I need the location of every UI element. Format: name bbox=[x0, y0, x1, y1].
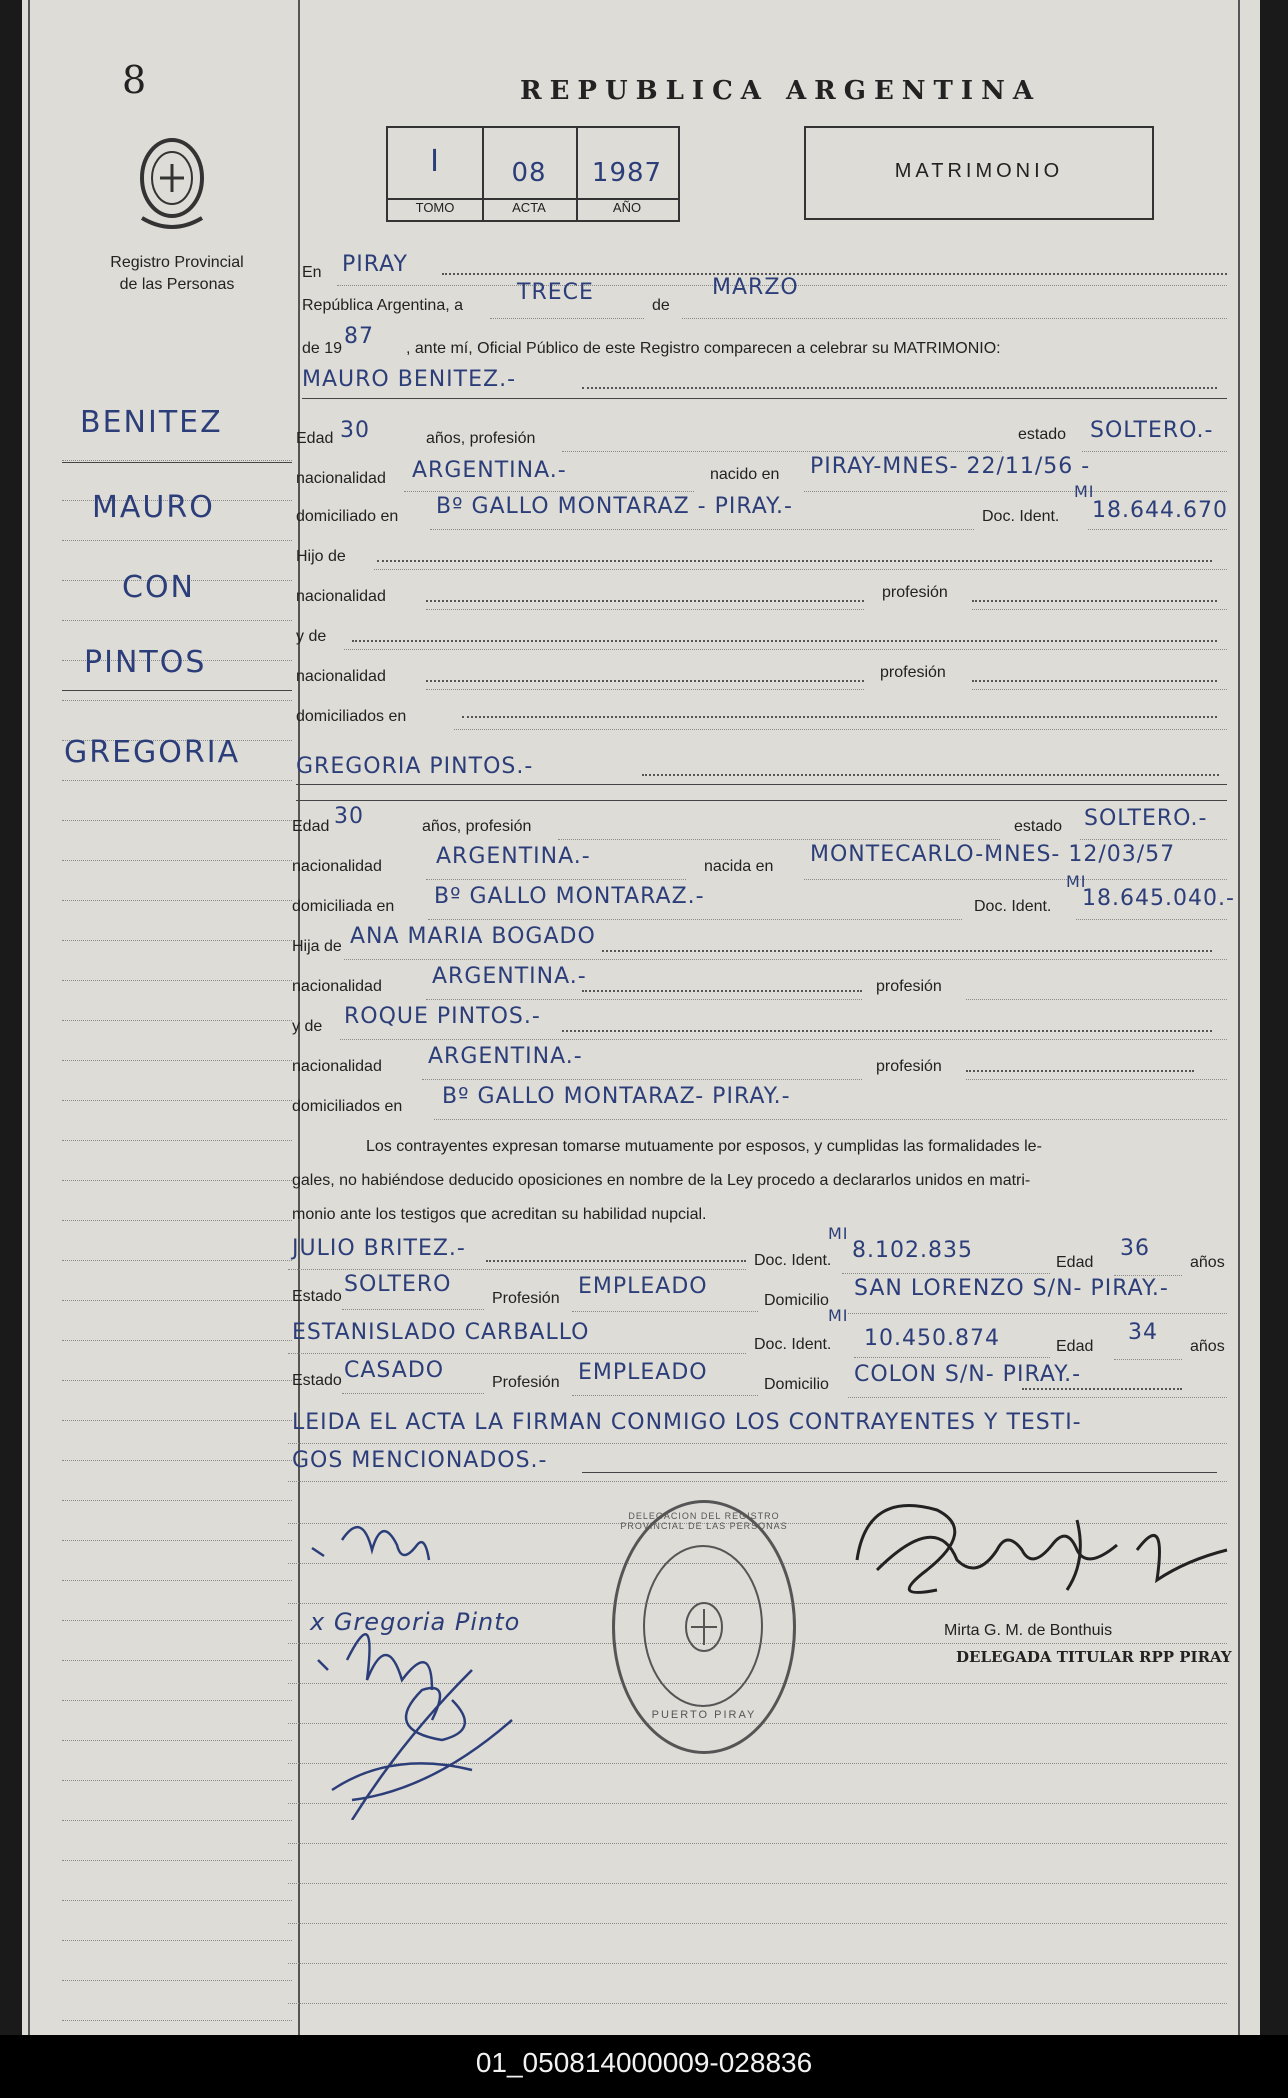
bride-signature: x Gregoria Pinto bbox=[310, 1608, 521, 1636]
groom-profesion-line bbox=[562, 451, 1002, 452]
bride-mother-lead bbox=[602, 950, 1212, 952]
margin-rule-31 bbox=[62, 1700, 292, 1701]
ano-label: AÑO bbox=[576, 198, 678, 215]
witness2-address: COLON S/N- PIRAY.- bbox=[854, 1362, 1082, 1387]
groom-nacionalidad-label: nacionalidad bbox=[296, 470, 386, 487]
closing-line2-solid bbox=[582, 1472, 1217, 1473]
republica-label: República Argentina, a bbox=[302, 297, 463, 314]
bride-nacionalidad-label: nacionalidad bbox=[292, 858, 382, 875]
groom-nationality: ARGENTINA.- bbox=[412, 458, 567, 483]
groom-address: Bº GALLO MONTARAZ - PIRAY.- bbox=[436, 494, 793, 519]
margin-rule-13 bbox=[62, 980, 292, 981]
margin-rule-0 bbox=[62, 460, 292, 461]
margin-rule-27 bbox=[62, 1540, 292, 1541]
bride-profesion-label: años, profesión bbox=[422, 818, 532, 835]
witness2-doc-line bbox=[854, 1357, 1050, 1358]
record-box bbox=[386, 126, 680, 222]
margin-rule-32 bbox=[62, 1740, 292, 1741]
groom-parents-dom-line bbox=[454, 729, 1227, 730]
bride-nat-line bbox=[426, 879, 686, 880]
bride-age: 30 bbox=[334, 804, 364, 829]
margin-rule-24 bbox=[62, 1420, 292, 1421]
sign-rule-11 bbox=[288, 1963, 1227, 1964]
bride-name-line bbox=[296, 784, 1227, 785]
margin-rule-17 bbox=[62, 1140, 292, 1141]
groom-mother-nat-line bbox=[426, 689, 864, 690]
groom-nacido-label: nacido en bbox=[710, 466, 780, 483]
groom-father-nat-label: nacionalidad bbox=[296, 588, 386, 605]
closing-line2-rule bbox=[288, 1481, 1227, 1482]
bride-mother-prof-line bbox=[966, 999, 1227, 1000]
groom-estado-line bbox=[1082, 451, 1227, 452]
page-number: 8 bbox=[122, 58, 147, 102]
groom-born: PIRAY-MNES- 22/11/56 - bbox=[810, 454, 1091, 479]
officer-title: DELEGADA TITULAR RPP PIRAY bbox=[956, 1648, 1232, 1666]
margin-rule-39 bbox=[62, 2020, 292, 2021]
bride-father-nat-line bbox=[422, 1079, 862, 1080]
witness1-prof-label: Profesión bbox=[492, 1290, 560, 1307]
margin-rule-33 bbox=[62, 1780, 292, 1781]
witness2-name-line bbox=[288, 1353, 746, 1354]
groom-mother-lead bbox=[352, 640, 1217, 642]
seal-text: DELEGACION DEL REGISTRO PROVINCIAL DE LAS PERSONAS bbox=[620, 1511, 788, 1531]
acta-cell bbox=[482, 128, 578, 220]
margin-rule-25 bbox=[62, 1460, 292, 1461]
groom-mother-line bbox=[344, 649, 1227, 650]
margin-rule-2 bbox=[62, 540, 292, 541]
margin-rule-11 bbox=[62, 900, 292, 901]
bride-father: ROQUE PINTOS.- bbox=[344, 1004, 541, 1029]
sign-rule-10 bbox=[288, 1923, 1227, 1924]
ano-value: 1987 bbox=[591, 158, 663, 188]
groom-mother-prof-label: profesión bbox=[880, 664, 946, 681]
margin-rule-30 bbox=[62, 1660, 292, 1661]
tomo-value: I bbox=[430, 144, 440, 179]
de-label: de bbox=[652, 297, 670, 314]
registry-line1: Registro Provincial bbox=[110, 254, 244, 271]
document-id: 01_050814000009-028836 bbox=[475, 2047, 813, 2078]
tomo-cell bbox=[388, 128, 484, 220]
groom-doc-label: Doc. Ident. bbox=[982, 508, 1060, 525]
groom-doc-line bbox=[1088, 529, 1227, 530]
bride-parents-dom-line bbox=[434, 1119, 1227, 1120]
footer-bar bbox=[0, 2035, 1288, 2098]
witness2-anos-label: años bbox=[1190, 1338, 1225, 1355]
registry-line2: de las Personas bbox=[119, 276, 235, 293]
witness1-doc-label: Doc. Ident. bbox=[754, 1252, 832, 1269]
groom-yde-label: y de bbox=[296, 628, 327, 645]
side-bride-firstname: GREGORIA bbox=[64, 735, 241, 770]
bride-estado: SOLTERO.- bbox=[1084, 806, 1208, 831]
officer-name: Mirta G. M. de Bonthuis bbox=[944, 1622, 1113, 1639]
groom-nat-line bbox=[404, 491, 694, 492]
margin-rule-28 bbox=[62, 1580, 292, 1581]
place-value: PIRAY bbox=[342, 252, 408, 277]
groom-father-nat-line bbox=[426, 609, 864, 610]
page-edge-left bbox=[28, 0, 30, 2035]
sign-rule-9 bbox=[288, 1883, 1227, 1884]
declaration-line2: gales, no habiéndose deducido oposiciones en nombre de la Ley procedo a declararlos unidos en matri- bbox=[292, 1172, 1031, 1189]
bride-nacida-label: nacida en bbox=[704, 858, 774, 875]
margin-rule-10 bbox=[62, 860, 292, 861]
margin-rule-38 bbox=[62, 1980, 292, 1981]
witness1-edad-label: Edad bbox=[1056, 1254, 1094, 1271]
registry-name bbox=[82, 252, 272, 296]
officer-signature bbox=[837, 1490, 1257, 1630]
bride-father-prof-label: profesión bbox=[876, 1058, 942, 1075]
bride-father-nat: ARGENTINA.- bbox=[428, 1044, 583, 1069]
groom-mother-prof-line bbox=[972, 689, 1227, 690]
witness2-age: 34 bbox=[1128, 1320, 1158, 1345]
margin-underline-0 bbox=[62, 462, 292, 463]
groom-edad-label: Edad bbox=[296, 430, 334, 447]
margin-rule-4 bbox=[62, 620, 292, 621]
bride-estado-line bbox=[1080, 839, 1227, 840]
de19-label: de 19 bbox=[302, 340, 343, 357]
witness1-profession: EMPLEADO bbox=[578, 1274, 708, 1299]
witness2-estado-line bbox=[342, 1393, 484, 1394]
bride-nationality: ARGENTINA.- bbox=[436, 844, 591, 869]
witness1-doc-type: MI bbox=[828, 1224, 849, 1243]
seal-emblem-icon bbox=[679, 1599, 729, 1655]
provincial-emblem-icon bbox=[132, 128, 212, 238]
margin-rule-14 bbox=[62, 1020, 292, 1021]
witness2-dom-line bbox=[848, 1397, 1227, 1398]
groom-age: 30 bbox=[340, 418, 370, 443]
acta-label: ACTA bbox=[482, 198, 576, 215]
groom-parents-dom-label: domiciliados en bbox=[296, 708, 407, 725]
bride-doc-label: Doc. Ident. bbox=[974, 898, 1052, 915]
bride-doc: 18.645.040.- bbox=[1082, 886, 1235, 911]
witness2-name: ESTANISLADO CARBALLO bbox=[292, 1320, 590, 1345]
side-con: CON bbox=[122, 570, 196, 605]
groom-hijo-label: Hijo de bbox=[296, 548, 346, 565]
declaration-line1: Los contrayentes expresan tomarse mutuamente por esposos, y cumplidas las formalidades le- bbox=[366, 1138, 1042, 1155]
groom-mother-prof-lead bbox=[972, 680, 1217, 682]
bride-doc-type: MI bbox=[1066, 872, 1087, 891]
bride-edad-label: Edad bbox=[292, 818, 330, 835]
bride-father-lead bbox=[562, 1030, 1212, 1032]
witness1-estado-label: Estado bbox=[292, 1288, 342, 1305]
witness1-doc-line bbox=[842, 1273, 1050, 1274]
ano-cell bbox=[576, 128, 678, 220]
bride-mother-nat-line bbox=[426, 999, 862, 1000]
witness2-doc-type: MI bbox=[828, 1306, 849, 1325]
country-title: REPUBLICA ARGENTINA bbox=[520, 76, 1042, 106]
witness1-dom-line bbox=[848, 1313, 1227, 1314]
margin-rule-15 bbox=[62, 1060, 292, 1061]
groom-father-line bbox=[374, 569, 1227, 570]
witness1-name: JULIO BRITEZ.- bbox=[292, 1236, 466, 1261]
margin-rule-12 bbox=[62, 940, 292, 941]
margin-rule-6 bbox=[62, 700, 292, 701]
groom-name-line bbox=[302, 398, 1227, 399]
bride-parents-dom-label: domiciliados en bbox=[292, 1098, 403, 1115]
closing-line1-rule bbox=[288, 1443, 1227, 1444]
witness1-age: 36 bbox=[1120, 1236, 1150, 1261]
witness2-estado: CASADO bbox=[344, 1358, 445, 1383]
witness2-age-line bbox=[1114, 1359, 1182, 1360]
bride-born: MONTECARLO-MNES- 12/03/57 bbox=[810, 842, 1176, 867]
margin-rule-21 bbox=[62, 1300, 292, 1301]
official-seal bbox=[612, 1500, 796, 1754]
bride-name-line-2 bbox=[296, 800, 1227, 801]
witness2-doc: 10.450.874 bbox=[864, 1326, 1000, 1351]
bride-name-lead bbox=[642, 774, 1219, 776]
witness2-edad-label: Edad bbox=[1056, 1338, 1094, 1355]
witness2-prof-line bbox=[572, 1395, 758, 1396]
bride-father-prof-line bbox=[966, 1079, 1227, 1080]
margin-rule-34 bbox=[62, 1820, 292, 1821]
day-line bbox=[490, 318, 644, 319]
bride-estado-label: estado bbox=[1014, 818, 1063, 835]
margin-rule-16 bbox=[62, 1100, 292, 1101]
bride-address-line bbox=[428, 919, 962, 920]
bride-mother: ANA MARIA BOGADO bbox=[350, 924, 596, 949]
margin-rule-36 bbox=[62, 1900, 292, 1901]
bride-father-prof-lead bbox=[966, 1070, 1194, 1072]
bride-name: GREGORIA PINTOS.- bbox=[296, 754, 534, 779]
margin-rule-22 bbox=[62, 1340, 292, 1341]
margin-rule-18 bbox=[62, 1180, 292, 1181]
witness1-dom-label: Domicilio bbox=[764, 1292, 829, 1309]
witness1-name-lead bbox=[486, 1260, 746, 1262]
groom-father-prof-lead bbox=[972, 600, 1217, 602]
page-edge-right bbox=[1238, 0, 1240, 2035]
bride-parents-address: Bº GALLO MONTARAZ- PIRAY.- bbox=[442, 1084, 791, 1109]
day-value: TRECE bbox=[517, 280, 594, 305]
document-page bbox=[22, 0, 1260, 2035]
margin-rule-20 bbox=[62, 1260, 292, 1261]
margin-rule-29 bbox=[62, 1620, 292, 1621]
ante-text: , ante mí, Oficial Público de este Registro comparecen a celebrar su MATRIMONIO: bbox=[406, 340, 1001, 357]
groom-mother-nat-lead bbox=[426, 680, 864, 682]
witness2-dom-lead bbox=[1022, 1388, 1182, 1390]
groom-name: MAURO BENITEZ.- bbox=[302, 367, 517, 392]
groom-domicilio-label: domiciliado en bbox=[296, 508, 399, 525]
groom-doc: 18.644.670 bbox=[1092, 498, 1228, 523]
bride-mother-nat-lead bbox=[582, 990, 862, 992]
groom-father-prof-label: profesión bbox=[882, 584, 948, 601]
groom-born-line bbox=[804, 491, 1227, 492]
month-line bbox=[682, 318, 1227, 319]
side-firstname: MAURO bbox=[92, 490, 215, 525]
closing-line2: GOS MENCIONADOS.- bbox=[292, 1448, 548, 1473]
record-type: MATRIMONIO bbox=[894, 160, 1064, 182]
year-value: 87 bbox=[344, 324, 374, 349]
groom-address-line bbox=[430, 529, 974, 530]
side-bride-surname: PINTOS bbox=[84, 645, 207, 680]
margin-rule-8 bbox=[62, 780, 292, 781]
bride-father-nat-label: nacionalidad bbox=[292, 1058, 382, 1075]
month-value: MARZO bbox=[712, 275, 799, 300]
bride-address: Bº GALLO MONTARAZ.- bbox=[434, 884, 705, 909]
margin-rule-23 bbox=[62, 1380, 292, 1381]
en-label: En bbox=[302, 264, 322, 281]
witness1-anos-label: años bbox=[1190, 1254, 1225, 1271]
margin-rule-37 bbox=[62, 1940, 292, 1941]
bride-domicilio-label: domiciliada en bbox=[292, 898, 395, 915]
witness1-estado: SOLTERO bbox=[344, 1272, 452, 1297]
witness2-dom-label: Domicilio bbox=[764, 1376, 829, 1393]
side-surname: BENITEZ bbox=[80, 405, 223, 440]
acta-value: 08 bbox=[511, 158, 547, 188]
witness1-address: SAN LORENZO S/N- PIRAY.- bbox=[854, 1276, 1169, 1301]
groom-parents-dom-lead bbox=[462, 716, 1217, 718]
closing-line1: LEIDA EL ACTA LA FIRMAN CONMIGO LOS CONTRAYENTES Y TESTI- bbox=[292, 1410, 1082, 1435]
groom-name-lead bbox=[582, 387, 1217, 389]
groom-father-nat-lead bbox=[426, 600, 864, 602]
tomo-label: TOMO bbox=[388, 198, 482, 215]
witness2-profession: EMPLEADO bbox=[578, 1360, 708, 1385]
witness2-doc-label: Doc. Ident. bbox=[754, 1336, 832, 1353]
seal-inner-text: PUERTO PIRAY bbox=[651, 1709, 757, 1721]
groom-mother-nat-label: nacionalidad bbox=[296, 668, 386, 685]
bride-hija-label: Hija de bbox=[292, 938, 342, 955]
sign-rule-8 bbox=[288, 1843, 1227, 1844]
record-type-box bbox=[804, 126, 1154, 220]
groom-profesion-label: años, profesión bbox=[426, 430, 536, 447]
groom-estado: SOLTERO.- bbox=[1090, 418, 1214, 443]
bride-profesion-line bbox=[558, 839, 1000, 840]
witness1-name-line bbox=[288, 1269, 746, 1270]
groom-doc-type: MI bbox=[1074, 482, 1095, 501]
witness1-estado-line bbox=[342, 1309, 484, 1310]
groom-father-prof-line bbox=[972, 609, 1227, 610]
place-lead bbox=[442, 273, 1227, 275]
bride-father-line bbox=[340, 1039, 1227, 1040]
witness2-estado-label: Estado bbox=[292, 1372, 342, 1389]
margin-rule-9 bbox=[62, 820, 292, 821]
groom-estado-label: estado bbox=[1018, 426, 1067, 443]
bride-mother-line bbox=[344, 959, 1227, 960]
groom-father-lead bbox=[377, 560, 1212, 562]
bride-doc-line bbox=[1076, 919, 1227, 920]
margin-rule-26 bbox=[62, 1500, 292, 1501]
witness2-prof-label: Profesión bbox=[492, 1374, 560, 1391]
bride-mother-nat-label: nacionalidad bbox=[292, 978, 382, 995]
declaration-line3: monio ante los testigos que acreditan su habilidad nupcial. bbox=[292, 1206, 707, 1223]
bride-mother-prof-label: profesión bbox=[876, 978, 942, 995]
margin-rule-35 bbox=[62, 1860, 292, 1861]
sign-rule-12 bbox=[288, 2003, 1227, 2004]
bride-mother-nat: ARGENTINA.- bbox=[432, 964, 587, 989]
bride-yde-label: y de bbox=[292, 1018, 323, 1035]
witness1-prof-line bbox=[572, 1311, 758, 1312]
witness1-doc: 8.102.835 bbox=[852, 1238, 973, 1263]
margin-underline-1 bbox=[62, 690, 292, 691]
bride-born-line bbox=[804, 879, 1227, 880]
margin-rule-19 bbox=[62, 1220, 292, 1221]
